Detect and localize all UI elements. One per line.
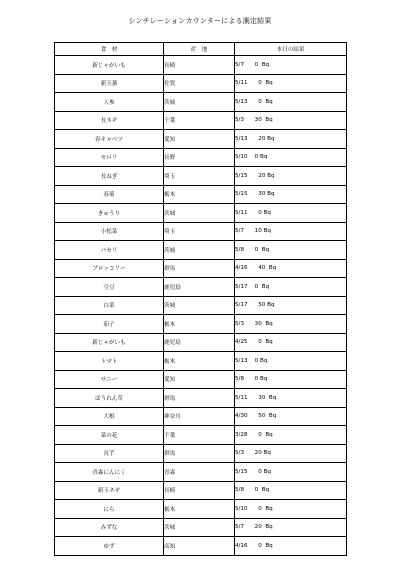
result-cell: 5/13 0 Bq <box>235 93 347 112</box>
table-row <box>55 370 347 389</box>
origin-cell: 栃木 <box>164 315 235 334</box>
result-cell: 5/15 20 Bq <box>235 167 347 186</box>
results-table <box>54 42 347 556</box>
food-cell: 春キャベツ <box>55 130 164 149</box>
result-cell: 3/28 0 Bq <box>235 426 347 445</box>
result-cell: 5/13 20 Bq <box>235 130 347 149</box>
food-cell: ゆず <box>55 537 164 556</box>
food-cell: 白菜 <box>55 296 164 315</box>
result-cell: 5/15 0 Bq <box>235 463 347 482</box>
result-cell: 5/17 50 Bq <box>235 296 347 315</box>
result-cell: 5/13 0 Bq <box>235 352 347 371</box>
table-row <box>55 333 347 352</box>
food-cell: ほうれん草 <box>55 389 164 408</box>
origin-cell: 長崎 <box>164 56 235 75</box>
food-cell: 新玉葱 <box>55 74 164 93</box>
table-row <box>55 93 347 112</box>
result-cell: 5/7 20 Bq <box>235 518 347 537</box>
table-row <box>55 352 347 371</box>
result-cell: 5/7 0 Bq <box>235 56 347 75</box>
food-cell: にら <box>55 500 164 519</box>
origin-cell: 高知 <box>164 537 235 556</box>
food-cell: 小松菜 <box>55 222 164 241</box>
result-cell: 4/16 40 Bq <box>235 259 347 278</box>
result-cell: 5/3 30 Bq <box>235 315 347 334</box>
table-row <box>55 500 347 519</box>
result-cell: 5/17 0 Bq <box>235 278 347 297</box>
origin-cell: 長崎 <box>164 481 235 500</box>
result-cell: 5/10 0 Bq <box>235 148 347 167</box>
table-row <box>55 130 347 149</box>
food-cell: 新じゃがいも <box>55 333 164 352</box>
origin-cell: 鹿児島 <box>164 278 235 297</box>
result-cell: 5/3 30 Bq <box>235 111 347 130</box>
header-origin: 産 地 <box>164 43 235 56</box>
result-cell: 5/3 20 Bq <box>235 444 347 463</box>
table-row <box>55 389 347 408</box>
result-cell: 5/8 0 Bq <box>235 370 347 389</box>
food-cell: 菜の花 <box>55 426 164 445</box>
result-cell: 5/10 0 Bq <box>235 500 347 519</box>
table-row <box>55 259 347 278</box>
table-row <box>55 241 347 260</box>
table-row <box>55 296 347 315</box>
origin-cell: 神奈川 <box>164 407 235 426</box>
food-cell: 長ネギ <box>55 111 164 130</box>
origin-cell: 鹿児島 <box>164 333 235 352</box>
table-row <box>55 463 347 482</box>
food-cell: セロリ <box>55 148 164 167</box>
food-cell: 長ねぎ <box>55 167 164 186</box>
origin-cell: 埼玉 <box>164 167 235 186</box>
food-cell: 新じゃがいも <box>55 56 164 75</box>
origin-cell: 千葉 <box>164 111 235 130</box>
origin-cell: 群馬 <box>164 259 235 278</box>
result-cell: 5/8 0 Bq <box>235 481 347 500</box>
table-row <box>55 315 347 334</box>
origin-cell: 愛知 <box>164 370 235 389</box>
result-cell: 4/30 50 Bq <box>235 407 347 426</box>
food-cell: 新玉ネギ <box>55 481 164 500</box>
result-cell: 5/11 0 Bq <box>235 74 347 93</box>
food-cell: 長芋 <box>55 444 164 463</box>
food-cell: 茄子 <box>55 315 164 334</box>
origin-cell: 茨城 <box>164 93 235 112</box>
origin-cell: 青森 <box>164 463 235 482</box>
table-row <box>55 204 347 223</box>
origin-cell: 栃木 <box>164 185 235 204</box>
origin-cell: 栃木 <box>164 352 235 371</box>
table-row <box>55 537 347 556</box>
table-row <box>55 74 347 93</box>
origin-cell: 埼玉 <box>164 222 235 241</box>
result-cell: 5/11 30 Bq <box>235 389 347 408</box>
origin-cell: 愛知 <box>164 130 235 149</box>
food-cell: パセリ <box>55 241 164 260</box>
origin-cell: 群馬 <box>164 444 235 463</box>
result-cell: 5/8 0 Bq <box>235 241 347 260</box>
food-cell: 青森にんにく <box>55 463 164 482</box>
food-cell: きゅうり <box>55 204 164 223</box>
origin-cell: 佐賀 <box>164 74 235 93</box>
table-row <box>55 167 347 186</box>
origin-cell: 千葉 <box>164 426 235 445</box>
origin-cell: 茨城 <box>164 296 235 315</box>
food-cell: みずな <box>55 518 164 537</box>
food-cell: 空豆 <box>55 278 164 297</box>
header-food: 食 材 <box>55 43 164 56</box>
table-row <box>55 56 347 75</box>
food-cell: トマト <box>55 352 164 371</box>
food-cell: 人参 <box>55 93 164 112</box>
table-row <box>55 444 347 463</box>
table-row <box>55 407 347 426</box>
origin-cell: 茨城 <box>164 518 235 537</box>
result-cell: 5/11 0 Bq <box>235 204 347 223</box>
food-cell: 大根 <box>55 407 164 426</box>
result-cell: 4/16 0 Bq <box>235 537 347 556</box>
origin-cell: 栃木 <box>164 500 235 519</box>
result-cell: 5/15 30 Bq <box>235 185 347 204</box>
result-cell: 5/7 10 Bq <box>235 222 347 241</box>
table-row <box>55 518 347 537</box>
origin-cell: 群馬 <box>164 389 235 408</box>
table-row <box>55 111 347 130</box>
origin-cell: 茨城 <box>164 204 235 223</box>
header-result: 本日の結果 <box>235 43 347 56</box>
table-row <box>55 481 347 500</box>
food-cell: ブロッコリー <box>55 259 164 278</box>
table-header-row <box>55 43 347 56</box>
table-row <box>55 278 347 297</box>
origin-cell: 茨城 <box>164 241 235 260</box>
table-row <box>55 426 347 445</box>
food-cell: サニー <box>55 370 164 389</box>
food-cell: 春菊 <box>55 185 164 204</box>
result-cell: 4/25 0 Bq <box>235 333 347 352</box>
page-title: シンチレーションカウンターによる測定結果 <box>128 17 272 25</box>
table-row <box>55 148 347 167</box>
table-row <box>55 222 347 241</box>
origin-cell: 長野 <box>164 148 235 167</box>
table-row <box>55 185 347 204</box>
